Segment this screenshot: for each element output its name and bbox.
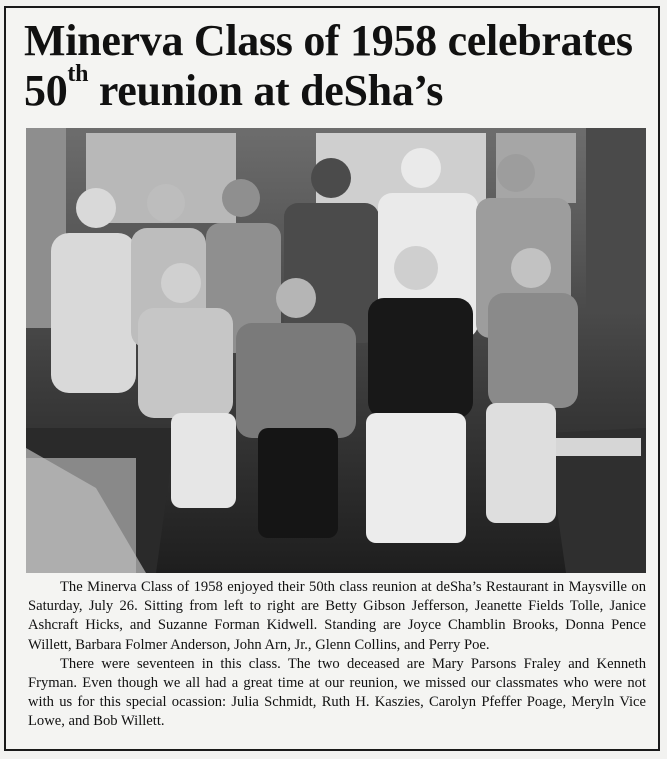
headline-number: 50 — [24, 66, 68, 115]
headline — [24, 16, 654, 116]
headline-line-1: Minerva Class of 1958 celebrates — [24, 16, 633, 65]
reunion-group-photo — [26, 128, 646, 573]
headline-ordinal-suffix: th — [67, 61, 89, 87]
photo-illustration — [26, 128, 646, 573]
headline-line-2-rest: reunion at deSha’s — [88, 66, 444, 115]
article-body — [28, 578, 646, 732]
newspaper-clipping — [4, 6, 660, 751]
article-paragraph-1: The Minerva Class of 1958 enjoyed their 50th class reunion at deSha’s Restaurant in Maysville on Saturday, July 26. Sitting from left to right are Betty Gibson Jefferson, Jeanette Fields Tolle, Janice Ashcraft Hicks, and Suzanne Forman Kidwell. Standing are Joyce Chamblin Brooks, Donna Pence Willett, Barbara Folmer Anderson, John Arn, Jr., Glenn Collins, and Perry Poe. — [28, 579, 646, 653]
article-paragraph-2: There were seventeen in this class. The two deceased are Mary Parsons Fraley and Kenneth Fryman. Even though we all had a great time at our reunion, we missed our classmates who were not with us for this special ocassion: Julia Schmidt, Ruth H. Kaszies, Carolyn Pfeffer Poage, Meryln Vice Lowe, and Bob Willett. — [28, 655, 646, 730]
